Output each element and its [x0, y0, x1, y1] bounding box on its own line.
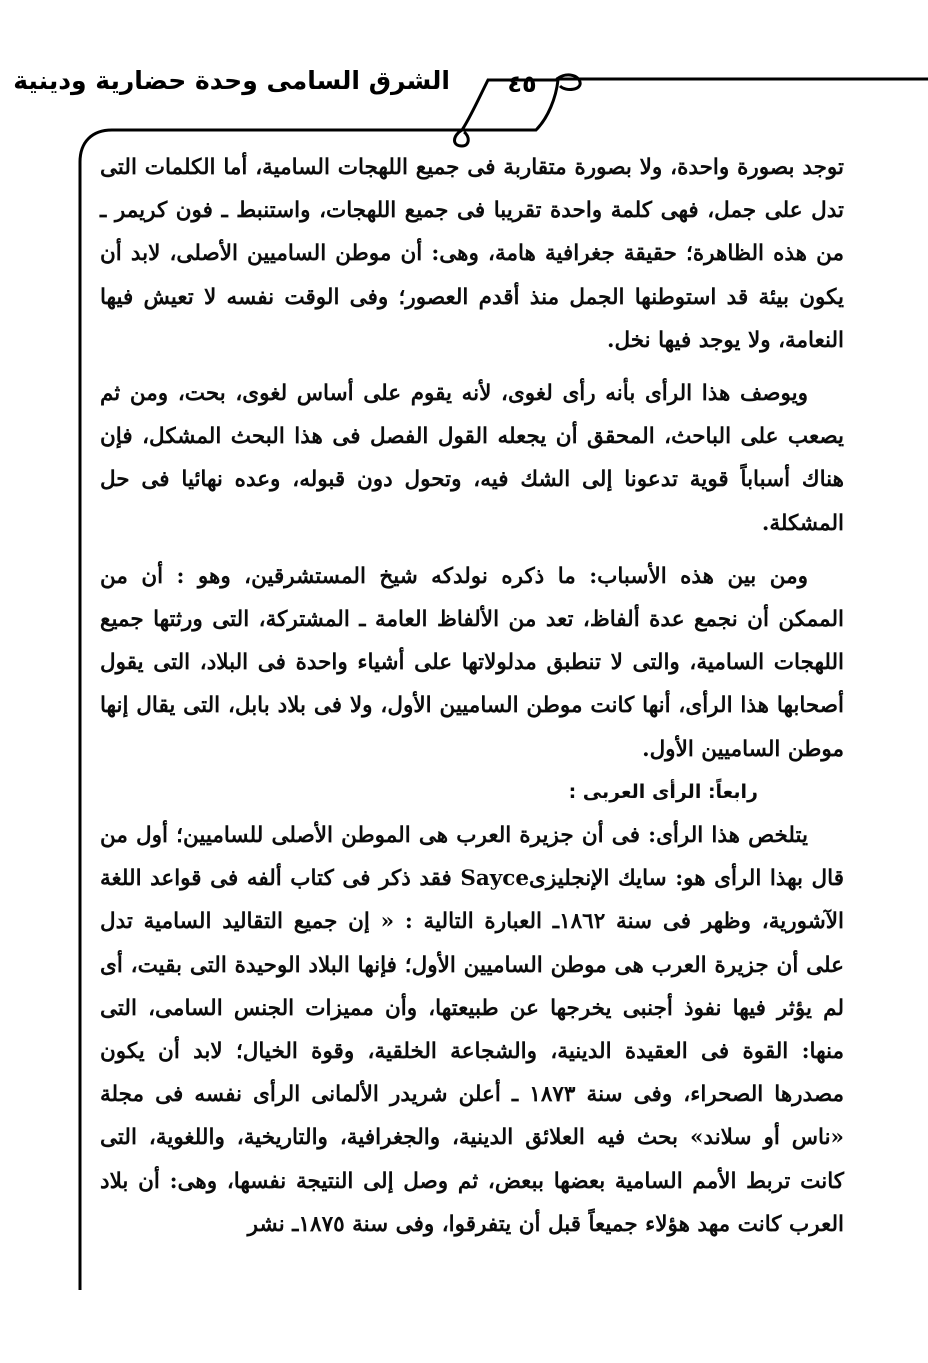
paragraph-2: ويوصف هذا الرأى بأنه رأى لغوى، لأنه يقوم على أساس لغوى، بحت، ومن ثم يصعب على الباحث، المحقق أن يجعله القول الفصل فى هذا البحث المشكل، فإن هناك أسباباً قوية تدعونا إلى الشك فيه، وتحول دون قبوله، وعده نهائيا فى حل المشكلة.: [100, 381, 844, 536]
body-text: [100, 146, 844, 1246]
page-number: ٤٥: [507, 70, 537, 98]
paragraph-4: يتلخص هذا الرأى: فى أن جزيرة العرب هى الموطن الأصلى للساميين؛ أول من قال بهذا الرأى هو: سايك الإنجليزىSayce فقد ذكر فى كتاب ألفه فى قواعد اللغة الآشورية، وظهر فى سنة ١٨٦٢ـ العبارة التالية : « إن جميع التقاليد السامية تدل على أن جزيرة العرب هى موطن الساميين الأول؛ فإنها البلاد الوحيدة التى بقيت، أى لم يؤثر فيها نفوذ أجنبى يخرجها عن طبيعتها، وأن مميزات الجنس السامى، التى منها: القوة فى العقيدة الدينية، والشجاعة الخلقية، وقوة الخيال؛ لابد أن يكون مصدرها الصحراء، وفى سنة ١٨٧٣ ـ أعلن شريدر الألمانى الرأى نفسه فى مجلة «ناس أو سلاند» بحث فيه العلائق الدينية، والجغرافية، والتاريخية، واللغوية، التى كانت تربط الأمم السامية بعضها ببعض، ثم وصل إلى النتيجة نفسها، وهى: أن بلاد العرب كانت مهد هؤلاء جميعاً قبل أن يتفرقوا، وفى سنة ١٨٧٥ـ نشر: [100, 823, 845, 1237]
paragraph-3: ومن بين هذه الأسباب: ما ذكره نولدكه شيخ المستشرقين، وهو : أن من الممكن أن نجمع عدة ألفاظ، تعد من الألفاظ العامة ـ المشتركة، التى ورثتها جميع اللهجات السامية، والتى لا تنطبق مدلولاتها على أشياء واحدة فى البلاد، التى يقول أصحابها هذا الرأى، أنها كانت موطن الساميين الأول، ولا فى بلاد بابل، التى يقال إنها موطن الساميين الأول.: [100, 563, 844, 762]
running-header-title: الشرق السامى وحدة حضارية ودينية: [13, 66, 450, 95]
section-subheading: رابعاً: الرأى العربى :: [568, 780, 758, 803]
paragraph-1: توجد بصورة واحدة، ولا بصورة متقاربة فى جميع اللهجات السامية، أما الكلمات التى تدل على جمل، فهى كلمة واحدة تقريبا فى جميع اللهجات، واستنبط ـ فون كريمر ـ من هذه الظاهرة؛ حقيقة جغرافية هامة، وهى: أن موطن الساميين الأصلى، لابد أن يكون بيئة قد استوطنها الجمل منذ أقدم العصور؛ وفى الوقت نفسه لا تعيش فيها النعامة، ولا يوجد فيها نخل.: [100, 155, 844, 353]
